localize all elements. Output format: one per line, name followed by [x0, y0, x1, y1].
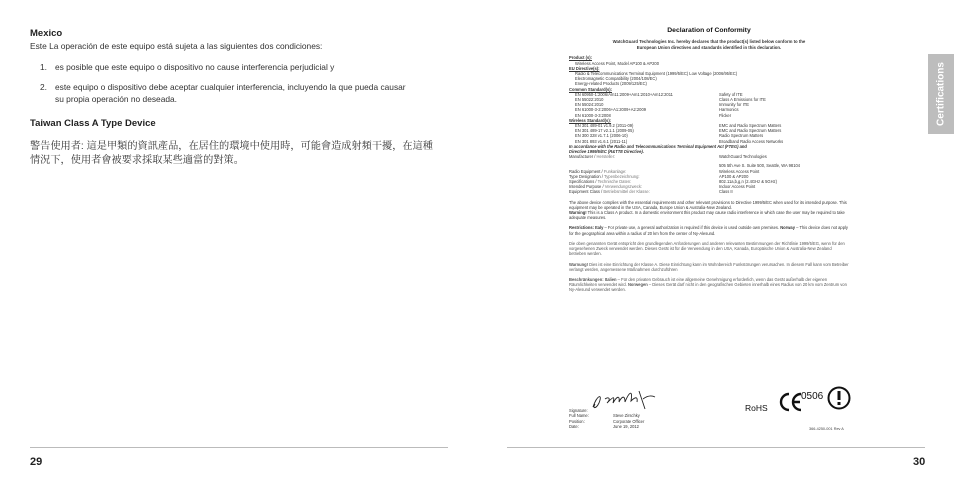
- standard-id: EN 61000-3-2:2006+A1:2009+A2:2009: [575, 107, 647, 113]
- rohs-mark: RoHS: [745, 403, 768, 413]
- part-number: 366-4250-001 Rev A: [809, 427, 844, 431]
- signature-key: Full Name:: [569, 413, 589, 419]
- doc-intro-line: European Union directives and standards identified in this declaration.: [636, 44, 782, 50]
- beschraenkungen-paragraph: Beschränkungen: Italien – Für den privaten Gebrauch ist eine allgemeine Genehmigung erforderlich, wenn das Gerät außerhalb der eigenen Räumlichkeiten verwendet wird. Norwegen – Dieses Gerät darf nicht in den geografischen Gebieten innerhalb eines Radius von 20 km vom Zentrum von Ny-Alesund verwendet werden.: [569, 276, 847, 293]
- accordance-statement: [569, 144, 849, 154]
- restrictions-paragraph: Restrictions: Italy – For private use, a general authorization is required if this device is used outside own premises. Norway – This device does not apply for the geographical area within a radius of 20 km from the center of Ny-Alesund.: [569, 225, 848, 236]
- manufacturer-label: Manufacturer / Hersteller:: [569, 154, 616, 160]
- signature-row: [569, 424, 644, 429]
- equipment-row: Specifications / Technische Daten: 802.11a,b,g,n (2.4GHz & 5GHz): [569, 179, 849, 184]
- list-item: este equipo o dispositivo debe aceptar cualquier interferencia, incluyendo la que pueda causar: [55, 82, 406, 92]
- standard-id: EN 301 893 v1.6.1 (2011-11): [575, 138, 628, 144]
- common-standards-heading: Common Standard(s):: [569, 86, 612, 92]
- warning-paragraph: Warning! This is a Class A product. In a domestic environment this product may cause radio interference in which case the user may be required to take adequate measures.: [569, 210, 845, 221]
- signature-key: Date:: [569, 424, 579, 430]
- equipment-key: Specifications: [569, 179, 595, 185]
- eu-directives-heading: EU Directive(s):: [569, 65, 600, 71]
- taiwan-text-line2: 情況下，使用者會被要求採取某些適當的對策。: [30, 155, 244, 166]
- doc-intro: [569, 39, 849, 50]
- equipment-key: Type Designation: [569, 173, 601, 179]
- equipment-value: Class II: [719, 189, 733, 195]
- warnung-paragraph: Warnung! Dies ist eine Einrichtung der Klasse A. Diese Einrichtung kann im Wohnbereich Funkstörungen verursachen. In diesem Fall kann vom Betreiber verlangt werden, angemessene Maßnahmen durchzuführen: [569, 261, 849, 272]
- page-number-left: 29: [30, 456, 43, 468]
- equipment-key-de: Funkanlage:: [603, 168, 627, 174]
- section-tab: [928, 54, 954, 134]
- standard-id: EN 301 489-01 v1.9.2 (2011-09): [575, 123, 634, 129]
- mexico-heading: Mexico: [30, 28, 63, 39]
- list-number: 2.: [40, 82, 47, 92]
- standard-id: EN 60950-1:2006/Am11:2009+Am1:2010+Am12:2011: [575, 91, 673, 97]
- wireless-standards-heading: Wireless Standard(s):: [569, 117, 612, 123]
- footer-rule: [507, 447, 925, 448]
- notified-body-number: 0506: [801, 391, 824, 402]
- standard-desc: Immunity for ITE: [719, 102, 750, 108]
- equipment-key: Equipment Class: [569, 189, 600, 195]
- doc-title: Declaration of Conformity: [667, 27, 751, 34]
- signature-block: [569, 408, 644, 430]
- taiwan-heading: Taiwan Class A Type Device: [30, 118, 156, 129]
- manufacturer-address: 505 5th Ave S. Suite 500, Seattle, WA 98104: [719, 163, 801, 169]
- section-tab-label: Certifications: [935, 62, 947, 126]
- product-heading: Product (s):: [569, 55, 592, 61]
- german-compliance-paragraph: Die oben genannten Gerät entspricht den grundlegenden Anforderungen und anderen relevanten Bestimmungen der Richtlinie 1999/5/EG, wenn für den vorgesehenen Zweck verwendet werden. Dieses Gerät ist für die Verwendung in den USA, Kanada, Europäische Union & Australia-New Zealand betrieben werden.: [569, 240, 845, 257]
- signature-value: June 19, 2012: [613, 424, 639, 430]
- right-page: [477, 0, 954, 477]
- standard-desc: Broadband Radio Access Networks: [719, 138, 784, 144]
- equipment-row: Intended Purpose / Verwendungszweck: Indoor Access Point: [569, 184, 849, 189]
- equipment-key-de: Verwendungszweck:: [604, 184, 643, 190]
- signature-value: Steve Zirschky: [613, 413, 640, 419]
- list-number: 1.: [40, 62, 47, 72]
- standard-desc: EMC and Radio Spectrum Matters: [719, 123, 782, 129]
- footer-rule: [30, 447, 448, 448]
- equipment-key: Intended Purpose: [569, 184, 602, 190]
- accordance-line: In accordance with the Radio and Telecommunications Terminal Equipment Act (FTEG) and: [569, 143, 747, 149]
- standard-id: EN 55022:2010: [575, 97, 604, 103]
- equipment-value: Indoor Access Point: [719, 184, 756, 190]
- standard-id: EN 300 328 v1.7.1 (2006-10): [575, 133, 628, 139]
- standard-desc: Flicker: [719, 112, 732, 118]
- signature-label: Signature:: [569, 408, 588, 413]
- signature-value: Corporate Officer: [613, 418, 645, 424]
- eu-directive: Electromagnetic Compatibility (2004/108/EC): [575, 76, 657, 82]
- standard-desc: Class A Emissions for ITE: [719, 97, 766, 103]
- eu-directive: Energy-related Products (2009/125/EC): [575, 81, 647, 87]
- accordance-line: Directive 1999/5/EC (R&TTE Directive).: [569, 149, 644, 155]
- mexico-intro: Este La operación de este equipo está sujeta a las siguientes dos condiciones:: [30, 41, 323, 51]
- equipment-value: Wireless Access Point: [719, 168, 760, 174]
- equipment-row: Type Designation / Typenbezeichnung: AP100 & AP200: [569, 174, 849, 179]
- list-item: es posible que este equipo o dispositivo no cause interferencia perjudicial y: [55, 62, 335, 72]
- equipment-value: 802.11a,b,g,n (2.4GHz & 5GHz): [719, 179, 777, 185]
- manufacturer-row: [569, 154, 849, 159]
- standard-desc: Harmonics: [719, 107, 739, 113]
- equipment-key-de: Technische Daten:: [597, 179, 632, 185]
- product-value: Wireless Access Point, Model AP100 & AP200: [575, 60, 659, 66]
- standard-desc: Safety of ITE: [719, 91, 743, 97]
- equipment-row: Equipment Class / Betriebsmittel der Klasse: Class II: [569, 189, 849, 194]
- signature-key: Position:: [569, 418, 585, 424]
- equipment-value: AP100 & AP200: [719, 173, 749, 179]
- alert-sign-icon: [827, 386, 851, 410]
- list-item-continued: su propia operación no deseada.: [55, 94, 177, 104]
- standard-id: EN 301 489-17 v2.1.1 (2009-05): [575, 128, 634, 134]
- declaration-of-conformity: [569, 28, 849, 293]
- equipment-key-de: Typenbezeichnung:: [603, 173, 640, 179]
- standard-desc: Radio Spectrum Matters: [719, 133, 764, 139]
- manufacturer-value: WatchGuard Technologies: [719, 154, 767, 160]
- taiwan-text-line1: 警告使用者: 這是甲類的資訊產品，在居住的環境中使用時，可能會造成射頻干擾，在這種: [30, 141, 433, 152]
- equipment-row: Radio Equipment / Funkanlage: Wireless Access Point: [569, 169, 849, 174]
- compliance-paragraph: The above device complies with the essential requirements and other relevant provisions to Directive 1999/5/EC when used for its intended purpose. This equipment may be operated in the USA, Canada, Europe Union & Australia-New Zealand.: [569, 199, 847, 210]
- equipment-key-de: Betriebsmittel der Klasse:: [603, 189, 650, 195]
- eu-directive: Radio & Telecommunications Terminal Equipment (1999/5/EC) Low Voltage (2006/95/EC): [575, 71, 738, 76]
- page-number-right: 30: [913, 456, 926, 468]
- standard-desc: EMC and Radio Spectrum Matters: [719, 128, 782, 134]
- standard-id: EN 55024:2010: [575, 102, 604, 108]
- doc-intro-line: WatchGuard Technologies Inc. hereby declares that the product(s) listed below conform to the: [612, 39, 806, 45]
- standard-id: EN 61000-3-3:2008: [575, 112, 611, 118]
- equipment-key: Radio Equipment: [569, 168, 601, 174]
